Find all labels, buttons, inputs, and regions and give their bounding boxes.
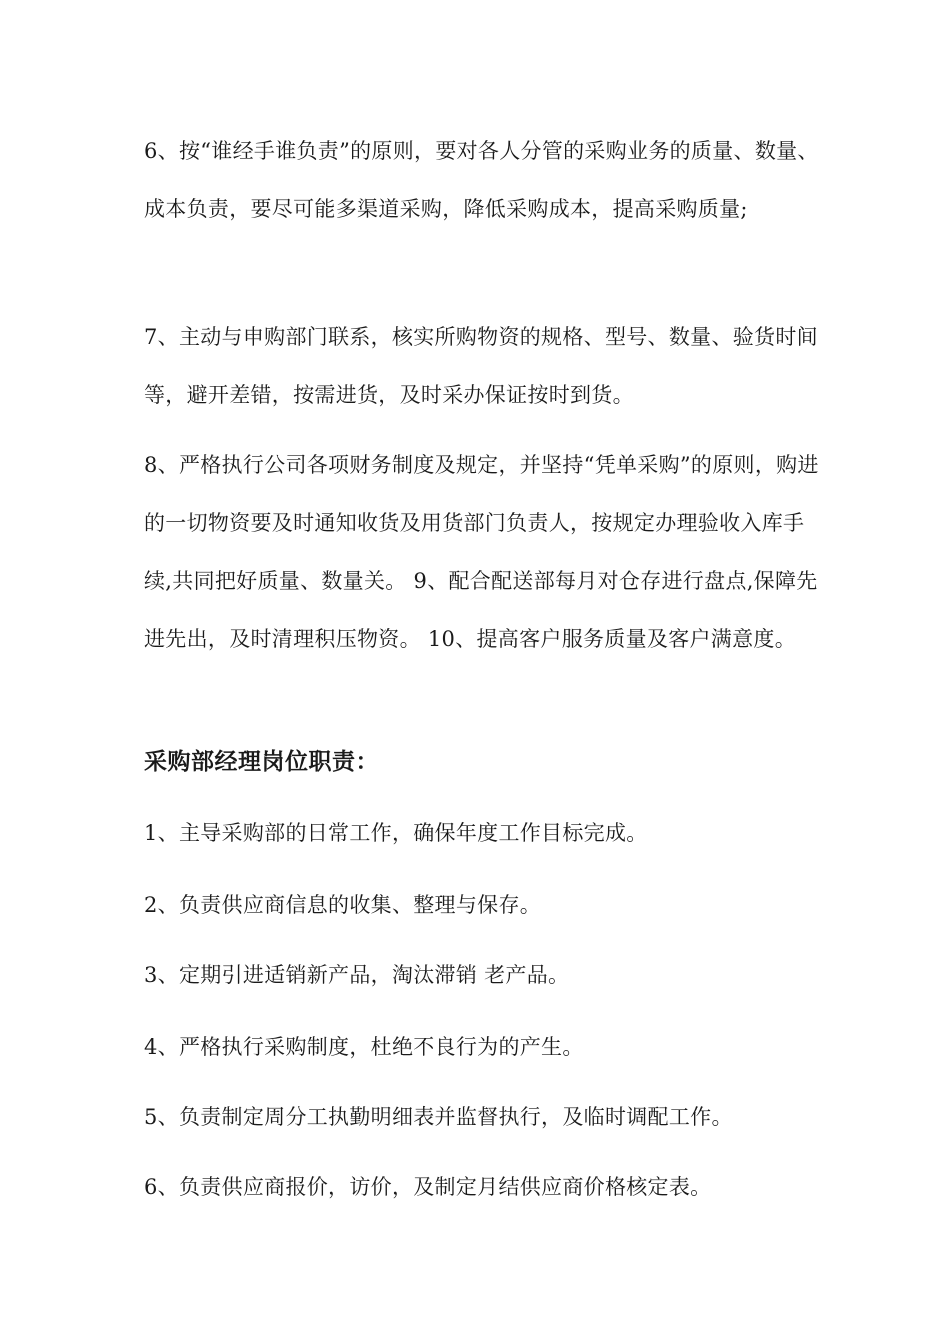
manager-duty-4: 4、严格执行采购制度，杜绝不良行为的产生。 — [144, 1035, 584, 1059]
manager-duty-3: 3、定期引进适销新产品，淘汰滞销 老产品。 — [144, 963, 570, 987]
duty-item-7: 7、主动与申购部门联系，核实所购物资的规格、型号、数量、验货时间等，避开差错，按需进货，及时采办保证按时到货。 — [144, 325, 818, 407]
section-heading: 采购部经理岗位职责： — [144, 748, 379, 775]
duty-item-8-10: 8、严格执行公司各项财务制度及规定，并坚持“凭单采购”的原则，购进的一切物资要及时通知收货及用货部门负责人，按规定办理验收入库手续,共同把好质量、数量关。 9、配合配送部每月对仓存进行盘点,保障先进先出，及时清理积压物资。 10、提高客户服务质量及客户满意度。 — [144, 453, 819, 651]
duty-item-6: 6、按“谁经手谁负责”的原则，要对各人分管的采购业务的质量、数量、成本负责，要尽可能多渠道采购，降低采购成本，提高采购质量; — [144, 139, 819, 221]
manager-duty-2: 2、负责供应商信息的收集、整理与保存。 — [144, 893, 542, 917]
manager-duty-1: 1、主导采购部的日常工作，确保年度工作目标完成。 — [144, 821, 648, 845]
manager-duty-6: 6、负责供应商报价，访价，及制定月结供应商价格核定表。 — [144, 1175, 712, 1199]
manager-duty-5: 5、负责制定周分工执勤明细表并监督执行，及临时调配工作。 — [144, 1105, 733, 1129]
